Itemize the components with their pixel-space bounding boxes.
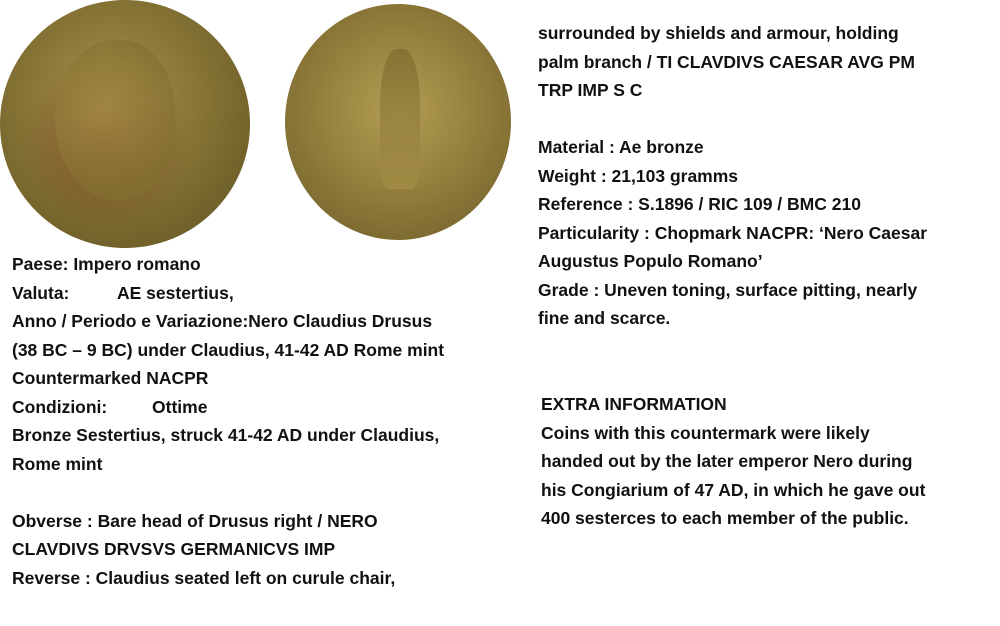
paese-row	[12, 250, 444, 279]
extra-line: handed out by the later emperor Nero during	[541, 451, 913, 471]
extra-line: 400 sesterces to each member of the public.	[541, 508, 909, 528]
coin-obverse-image	[0, 0, 250, 248]
extra-information	[541, 390, 925, 533]
portrait-head	[55, 40, 175, 200]
grade-line: Grade : Uneven toning, surface pitting, nearly	[538, 279, 918, 300]
coin-reverse-image	[285, 4, 511, 240]
material-line: Material : Ae bronze	[538, 137, 704, 157]
extra-line: Coins with this countermark were likely	[541, 422, 870, 443]
particularity-line: Augustus Populo Romano’	[538, 251, 763, 271]
reverse-line: palm branch / TI CLAVDIVS CAESAR AVG PM	[538, 51, 915, 72]
obverse-line: Obverse : Bare head of Drusus right / NERO	[12, 510, 378, 531]
condizioni-row	[12, 393, 444, 422]
valuta-row	[12, 279, 444, 308]
condizioni-label: Condizioni:	[12, 396, 108, 417]
weight-line: Weight : 21,103 gramms	[538, 165, 739, 186]
description-line: Bronze Sestertius, struck 41-42 AD under Claudius,	[12, 425, 440, 445]
paese-label: Paese:	[12, 254, 69, 274]
seated-figure	[380, 49, 420, 189]
condizioni-value: Ottime	[152, 396, 208, 417]
grade-line: fine and scarce.	[538, 308, 671, 328]
reverse-line: Reverse : Claudius seated left on curule chair,	[12, 567, 396, 588]
reverse-line: surrounded by shields and armour, holding	[538, 23, 899, 43]
anno-line: (38 BC – 9 BC) under Claudius, 41-42 AD Rome mint	[12, 339, 445, 360]
obverse-line: CLAVDIVS DRVSVS GERMANICVS IMP	[12, 539, 336, 559]
particularity-line: Particularity : Chopmark NACPR: ‘Nero Caesar	[538, 222, 927, 243]
valuta-label: Valuta:	[12, 282, 70, 303]
reverse-line: TRP IMP S C	[538, 80, 643, 100]
coin-details-left	[12, 250, 444, 592]
extra-line: his Congiarium of 47 AD, in which he gave out	[541, 479, 926, 500]
anno-value: Nero Claudius Drusus	[248, 311, 433, 331]
description-line: Rome mint	[12, 453, 103, 474]
anno-label: Anno / Periodo e Variazione:	[12, 311, 249, 331]
coin-details-right	[538, 19, 927, 333]
extra-title: EXTRA INFORMATION	[541, 394, 727, 414]
valuta-value: AE sestertius,	[117, 282, 234, 303]
reference-line: Reference : S.1896 / RIC 109 / BMC 210	[538, 194, 861, 214]
paese-value: Impero romano	[73, 254, 201, 274]
anno-row	[12, 307, 444, 336]
anno-line: Countermarked NACPR	[12, 368, 209, 388]
